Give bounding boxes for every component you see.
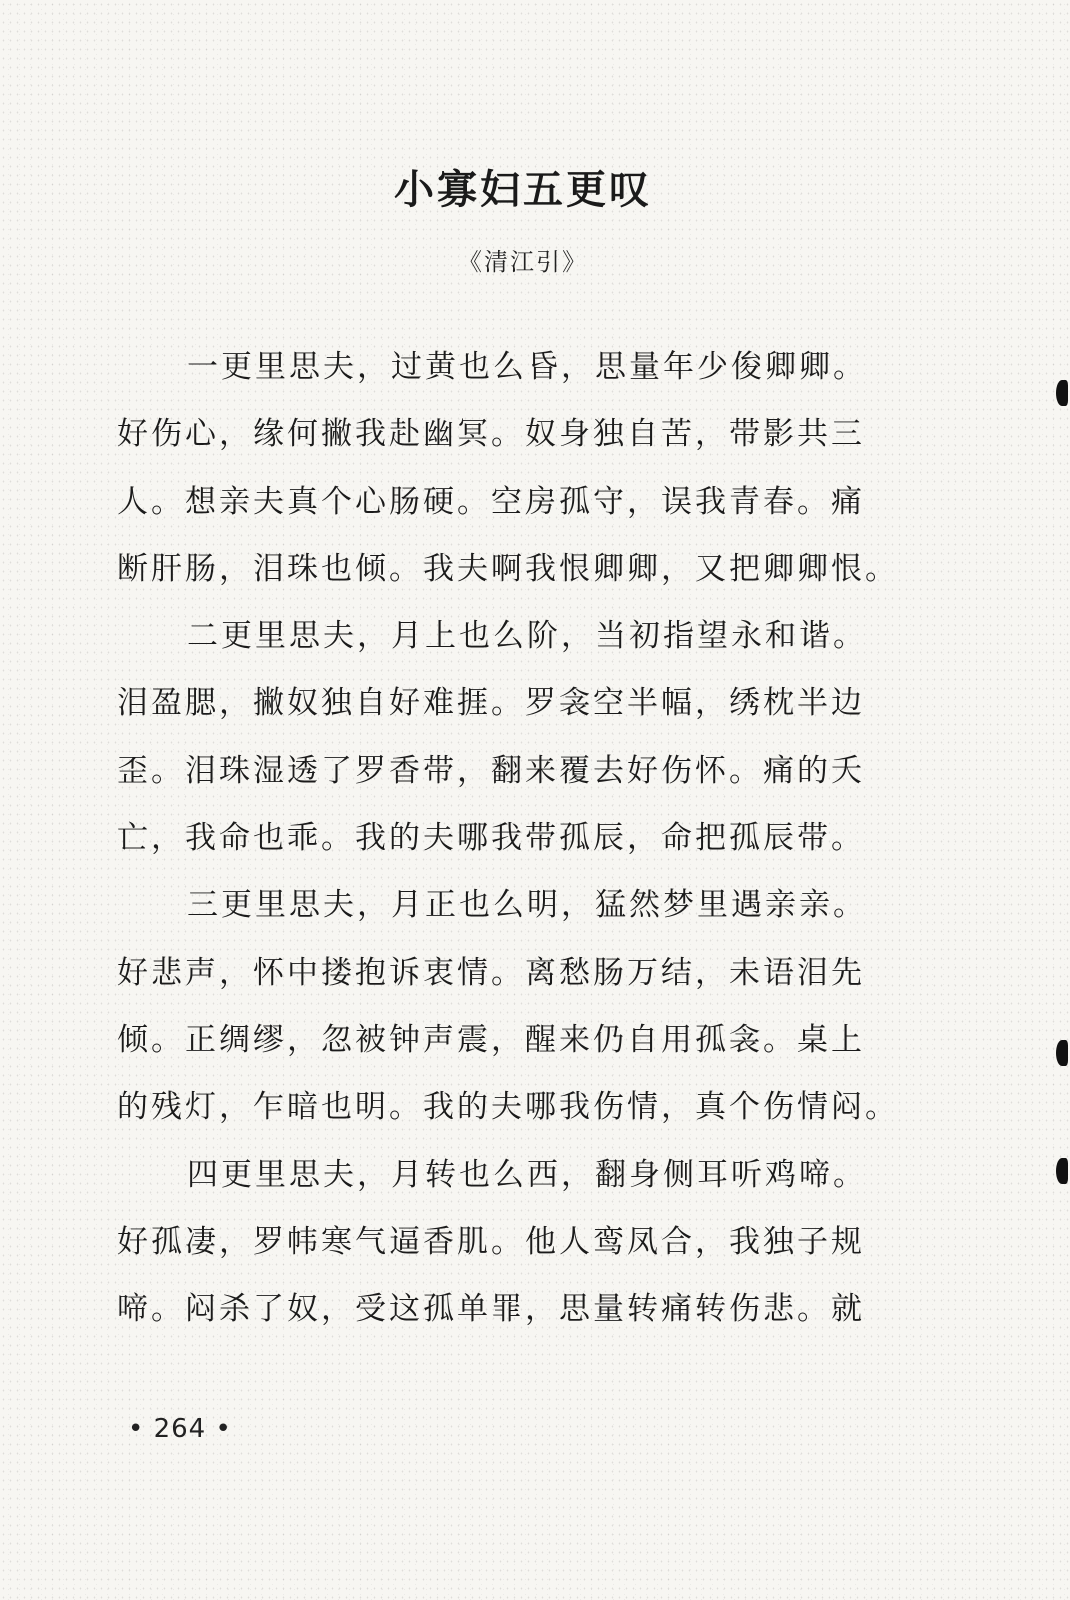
text-line: 泪盈腮，撇奴独自好难捱。罗衾空半幅，绣枕半边: [117, 685, 865, 722]
text-line: 亡，我命也乖。我的夫哪我带孤辰，命把孤辰带。: [117, 820, 865, 857]
text-line: 三更里思夫，月正也么明，猛然梦里遇亲亲。: [187, 887, 867, 924]
text-line: 二更里思夫，月上也么阶，当初指望永和谐。: [187, 618, 867, 655]
ink-blot-decoration: [1056, 1040, 1068, 1066]
text-line: 断肝肠，泪珠也倾。我夫啊我恨卿卿，又把卿卿恨。: [117, 550, 899, 587]
text-line: 倾。正绸缪，忽被钟声震，醒来仍自用孤衾。桌上: [117, 1021, 865, 1058]
text-line: 人。想亲夫真个心肠硬。空房孤守，误我青春。痛: [117, 483, 865, 520]
text-line: 好悲声，怀中搂抱诉衷情。离愁肠万结，未语泪先: [117, 954, 865, 991]
text-line: 一更里思夫，过黄也么昏，思量年少俊卿卿。: [187, 349, 867, 385]
text-line: 四更里思夫，月转也么西，翻身侧耳听鸡啼。: [187, 1156, 867, 1193]
ink-blot-decoration: [1056, 1158, 1068, 1184]
body-text: [117, 334, 917, 1343]
page-number: • 264 •: [128, 1414, 232, 1444]
page-title: 小寡妇五更叹: [394, 167, 652, 213]
text-line: 好孤凄，罗帏寒气逼香肌。他人鸾凤合，我独子规: [117, 1223, 865, 1260]
text-line: 歪。泪珠湿透了罗香带，翻来覆去好伤怀。痛的夭: [117, 752, 865, 789]
subtitle: 《清江引》: [458, 248, 588, 276]
text-line: 啼。闷杀了奴，受这孤单罪，思量转痛转伤悲。就: [117, 1291, 865, 1328]
ink-blot-decoration: [1056, 380, 1068, 406]
text-line: 的残灯，乍暗也明。我的夫哪我伤情，真个伤情闷。: [117, 1089, 899, 1126]
text-line: 好伤心，缘何撇我赴幽冥。奴身独自苦，带影共三: [117, 416, 865, 453]
